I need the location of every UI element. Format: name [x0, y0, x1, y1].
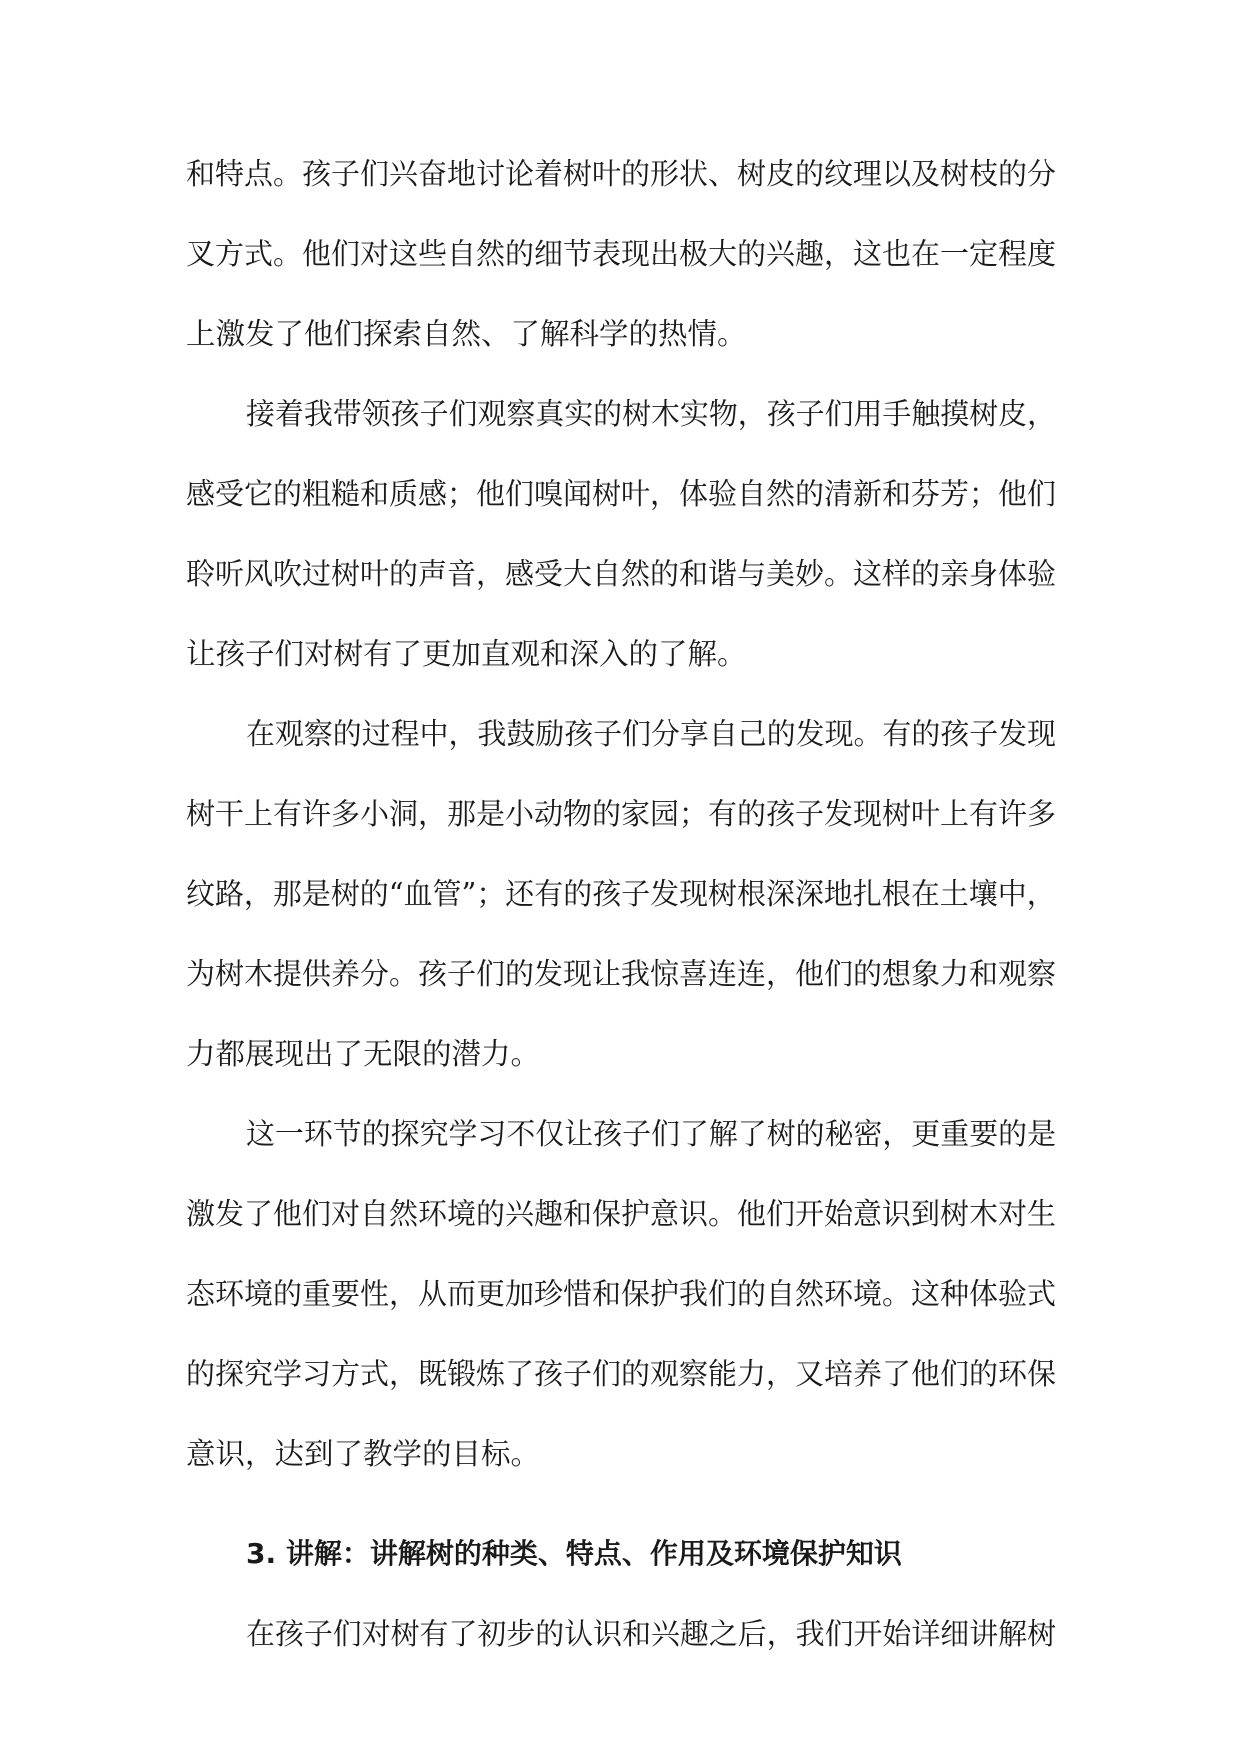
paragraph-4-line-5: 意识，达到了教学的目标。	[186, 1437, 541, 1471]
paragraph-2-line-1: 接着我带领孩子们观察真实的树木实物，孩子们用手触摸树皮，	[246, 397, 1057, 431]
paragraph-1-line-2: 叉方式。他们对这些自然的细节表现出极大的兴趣，这也在一定程度	[186, 237, 1057, 271]
paragraph-4-line-2: 激发了他们对自然环境的兴趣和保护意识。他们开始意识到树木对生	[186, 1197, 1057, 1231]
section-heading: 3. 讲解：讲解树的种类、特点、作用及环境保护知识	[246, 1537, 902, 1570]
paragraph-4-line-1: 这一环节的探究学习不仅让孩子们了解了树的秘密，更重要的是	[246, 1117, 1057, 1151]
paragraph-3-line-4: 为树木提供养分。孩子们的发现让我惊喜连连，他们的想象力和观察	[186, 957, 1057, 991]
paragraph-3-line-2: 树干上有许多小洞，那是小动物的家园；有的孩子发现树叶上有许多	[186, 797, 1057, 831]
paragraph-1-line-1: 和特点。孩子们兴奋地讨论着树叶的形状、树皮的纹理以及树枝的分	[186, 157, 1057, 191]
paragraph-4-line-4: 的探究学习方式，既锻炼了孩子们的观察能力，又培养了他们的环保	[186, 1357, 1057, 1391]
paragraph-3-line-1: 在观察的过程中，我鼓励孩子们分享自己的发现。有的孩子发现	[246, 717, 1057, 751]
paragraph-1-line-3: 上激发了他们探索自然、了解科学的热情。	[186, 317, 747, 351]
paragraph-3-line-5: 力都展现出了无限的潜力。	[186, 1037, 541, 1071]
paragraph-2-line-2: 感受它的粗糙和质感；他们嗅闻树叶，体验自然的清新和芬芳；他们	[186, 477, 1057, 511]
paragraph-2-line-3: 聆听风吹过树叶的声音，感受大自然的和谐与美妙。这样的亲身体验	[186, 557, 1057, 591]
paragraph-4-line-3: 态环境的重要性，从而更加珍惜和保护我们的自然环境。这种体验式	[186, 1277, 1057, 1311]
paragraph-2-line-4: 让孩子们对树有了更加直观和深入的了解。	[186, 637, 747, 671]
paragraph-3-line-3: 纹路，那是树的“血管”；还有的孩子发现树根深深地扎根在土壤中，	[186, 877, 1056, 911]
paragraph-5-line-1: 在孩子们对树有了初步的认识和兴趣之后，我们开始详细讲解树	[246, 1617, 1057, 1651]
